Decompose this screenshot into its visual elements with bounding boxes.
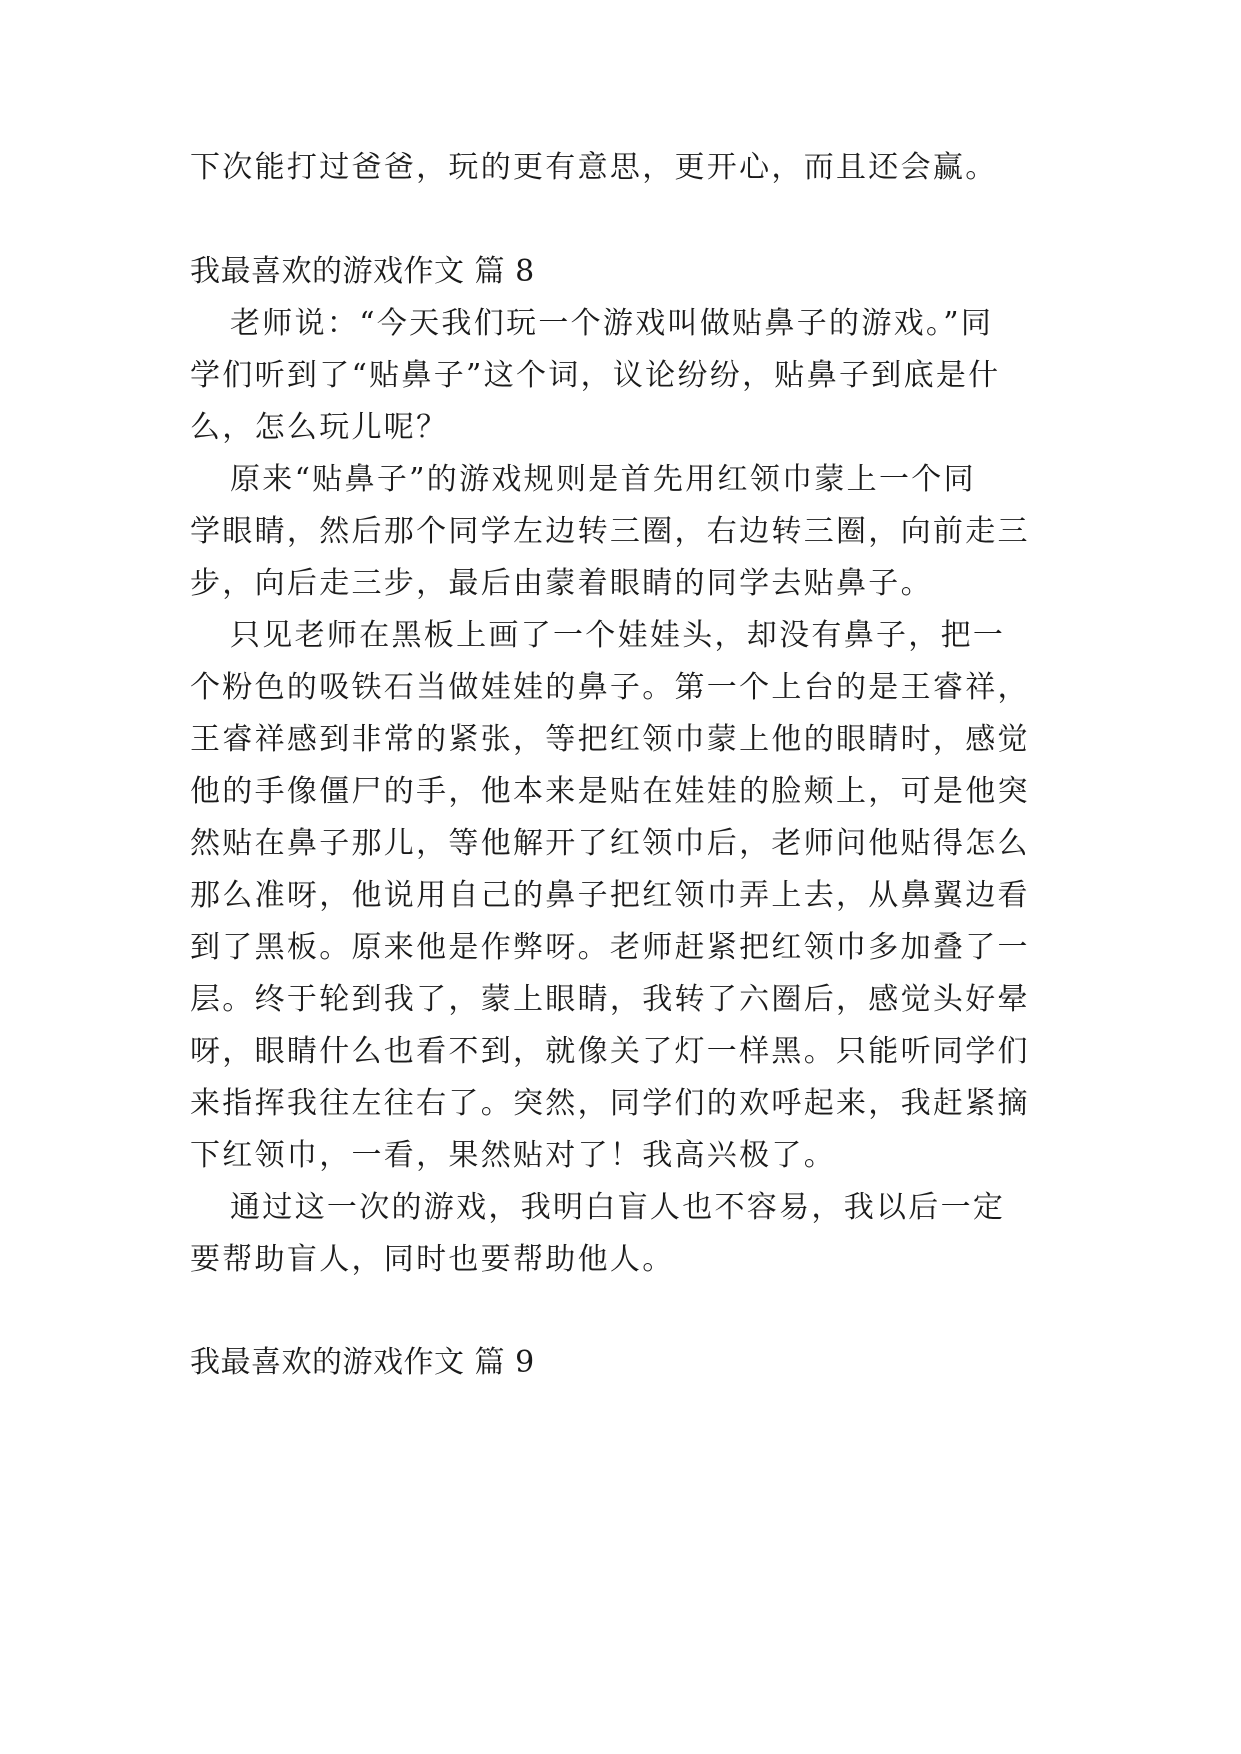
text-line: 要帮助盲人，同时也要帮助他人。 <box>190 1242 675 1277</box>
section-heading: 我最喜欢的游戏作文 篇 8 <box>190 254 535 289</box>
text-line: 下次能打过爸爸，玩的更有意思，更开心，而且还会赢。 <box>190 150 998 185</box>
paragraph-first-line: 只见老师在黑板上画了一个娃娃头，却没有鼻子，把一 <box>230 618 1006 653</box>
text-line: 呀，眼睛什么也看不到，就像关了灯一样黑。只能听同学们 <box>190 1034 1030 1069</box>
text-line: 个粉色的吸铁石当做娃娃的鼻子。第一个上台的是王睿祥， <box>190 670 1030 705</box>
paragraph-first-line: 原来“贴鼻子”的游戏规则是首先用红领巾蒙上一个同 <box>230 462 976 497</box>
text-line: 下红领巾，一看，果然贴对了！我高兴极了。 <box>190 1138 836 1173</box>
section-heading: 我最喜欢的游戏作文 篇 9 <box>190 1345 535 1380</box>
text-line: 层。终于轮到我了，蒙上眼睛，我转了六圈后，感觉头好晕 <box>190 982 1030 1017</box>
text-line: 他的手像僵尸的手，他本来是贴在娃娃的脸颊上，可是他突 <box>190 774 1030 809</box>
text-line: 么，怎么玩儿呢？ <box>190 410 449 445</box>
text-line: 然贴在鼻子那儿，等他解开了红领巾后，老师问他贴得怎么 <box>190 826 1030 861</box>
text-line: 王睿祥感到非常的紧张，等把红领巾蒙上他的眼睛时，感觉 <box>190 722 1030 757</box>
paragraph-first-line: 通过这一次的游戏，我明白盲人也不容易，我以后一定 <box>230 1190 1006 1225</box>
text-line: 学们听到了“贴鼻子”这个词，议论纷纷，贴鼻子到底是什 <box>190 358 1001 393</box>
text-line: 步，向后走三步，最后由蒙着眼睛的同学去贴鼻子。 <box>190 566 933 601</box>
text-line: 那么准呀，他说用自己的鼻子把红领巾弄上去，从鼻翼边看 <box>190 878 1030 913</box>
text-line: 学眼睛，然后那个同学左边转三圈，右边转三圈，向前走三 <box>190 514 1030 549</box>
text-line: 来指挥我往左往右了。突然，同学们的欢呼起来，我赶紧摘 <box>190 1086 1030 1121</box>
paragraph-first-line: 老师说：“今天我们玩一个游戏叫做贴鼻子的游戏。”同 <box>230 306 994 341</box>
text-line: 到了黑板。原来他是作弊呀。老师赶紧把红领巾多加叠了一 <box>190 930 1030 965</box>
